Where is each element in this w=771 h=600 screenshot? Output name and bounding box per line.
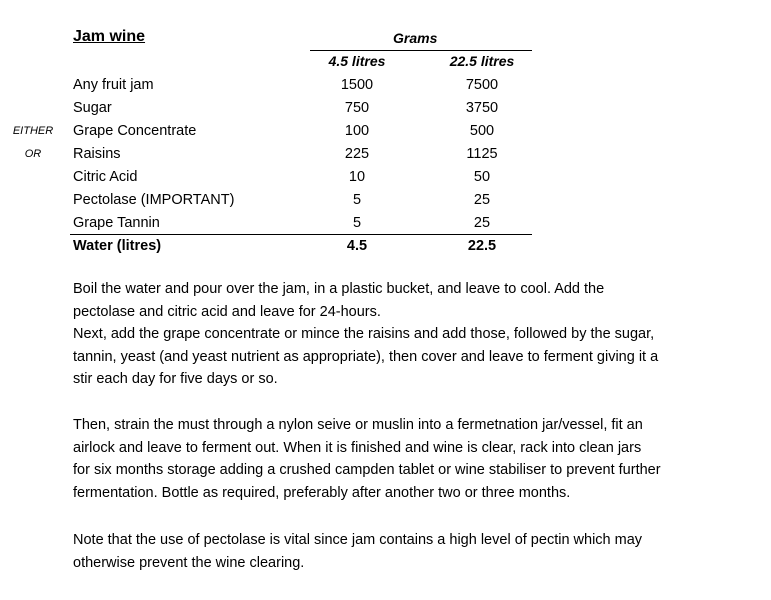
amount-small: 4.5: [346, 238, 368, 254]
table-row: [0, 74, 771, 97]
fermentation-paragraph: [73, 414, 753, 504]
ingredient-name: Citric Acid: [73, 169, 138, 185]
ingredient-name: Raisins: [73, 146, 121, 162]
text-line: airlock and leave to ferment out. When it is finished and wine is clear, rack into clean jars: [73, 439, 642, 456]
amount-large: 500: [469, 123, 495, 139]
amount-large: 22.5: [467, 238, 497, 254]
amount-small: 5: [352, 215, 362, 231]
ingredient-name: Water (litres): [73, 238, 162, 254]
amount-large: 1125: [466, 146, 498, 162]
table-row-total: [0, 235, 771, 258]
total-rule: [70, 234, 532, 235]
amount-small: 225: [344, 146, 370, 162]
column-header-small-batch: 4.5 litres: [328, 53, 386, 69]
table-row: [0, 120, 771, 143]
ingredient-name: Any fruit jam: [73, 77, 154, 93]
text-line: pectolase and citric acid and leave for 24-hours.: [73, 303, 381, 320]
method-paragraph: [73, 278, 753, 391]
text-line: tannin, yeast (and yeast nutrient as appropriate), then cover and leave to ferment giving it a: [73, 348, 659, 365]
text-line: Next, add the grape concentrate or mince the raisins and add those, followed by the sugar,: [73, 326, 655, 343]
ingredient-name: Grape Tannin: [73, 215, 160, 231]
ingredient-name: Grape Concentrate: [73, 123, 197, 139]
table-row: [0, 97, 771, 120]
note-paragraph: [73, 529, 753, 574]
column-header-large-batch: 22.5 litres: [449, 53, 515, 69]
amount-large: 50: [473, 169, 491, 185]
grams-header: Grams: [393, 30, 438, 46]
header-rule: [310, 50, 532, 51]
ingredients-table: [0, 74, 771, 258]
text-line: fermentation. Bottle as required, preferably after another two or three months.: [73, 484, 571, 501]
table-row: [0, 189, 771, 212]
amount-small: 750: [344, 100, 370, 116]
text-line: Boil the water and pour over the jam, in a plastic bucket, and leave to cool. Add the: [73, 281, 605, 297]
recipe-title: Jam wine: [73, 28, 146, 45]
text-line: Note that the use of pectolase is vital since jam contains a high level of pectin which may: [73, 532, 643, 548]
row-prefix: OR: [24, 148, 42, 160]
row-prefix: EITHER: [12, 125, 54, 137]
text-line: stir each day for five days or so.: [73, 371, 278, 388]
ingredient-name: Pectolase (IMPORTANT): [73, 192, 235, 208]
amount-small: 10: [348, 169, 366, 185]
ingredient-name: Sugar: [73, 100, 112, 116]
table-row: [0, 212, 771, 235]
text-line: Then, strain the must through a nylon seive or muslin into a fermetnation jar/vessel, fit an: [73, 417, 643, 433]
table-row: [0, 143, 771, 166]
amount-large: 3750: [465, 100, 499, 116]
amount-large: 25: [473, 215, 491, 231]
table-row: [0, 166, 771, 189]
amount-small: 1500: [340, 77, 374, 93]
amount-small: 100: [344, 123, 370, 139]
text-line: for six months storage adding a crushed campden tablet or wine stabiliser to prevent further: [73, 462, 661, 479]
text-line: otherwise prevent the wine clearing.: [73, 554, 305, 571]
amount-large: 25: [473, 192, 491, 208]
amount-large: 7500: [465, 77, 499, 93]
amount-small: 5: [352, 192, 362, 208]
